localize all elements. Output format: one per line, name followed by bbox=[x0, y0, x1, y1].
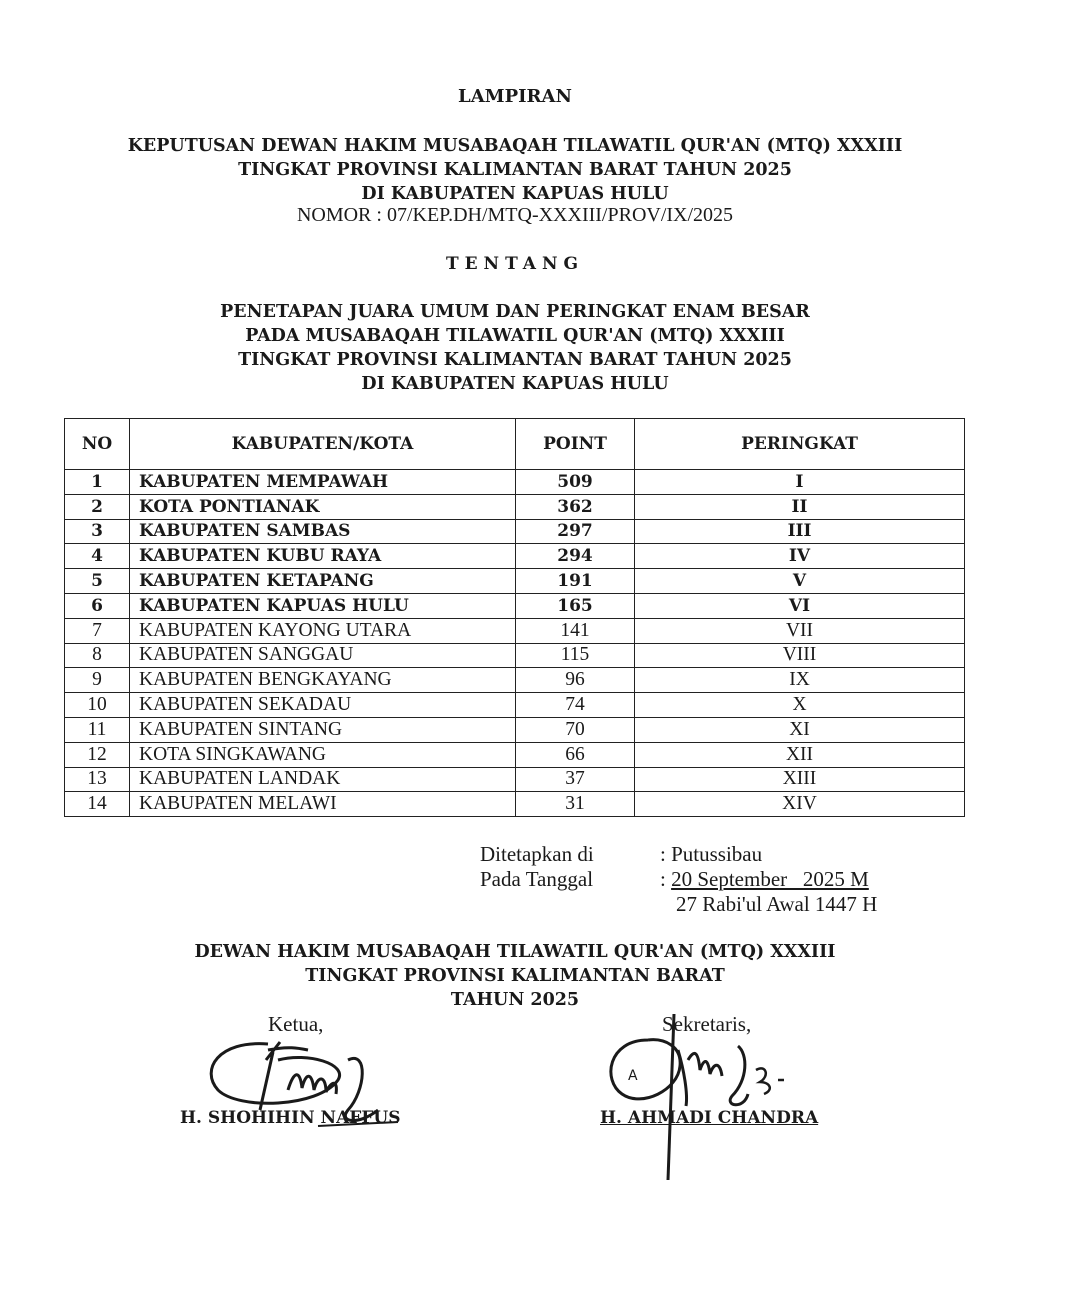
tanggal-prefix: : bbox=[660, 867, 672, 891]
table-row bbox=[65, 569, 965, 594]
cell-kabupaten: KABUPATEN SANGGAU bbox=[130, 643, 516, 668]
table-body bbox=[65, 470, 965, 817]
table-row bbox=[65, 544, 965, 569]
cell-no: 8 bbox=[65, 643, 130, 668]
sekretaris-signature bbox=[598, 1010, 818, 1190]
cell-peringkat: XIII bbox=[635, 767, 965, 792]
council-line: TAHUN 2025 bbox=[450, 990, 580, 1010]
tentang-heading: TENTANG bbox=[445, 254, 585, 274]
cell-kabupaten: KABUPATEN SAMBAS bbox=[130, 519, 516, 544]
ketua-name: H. SHOHIHIN NAFFUS bbox=[180, 1108, 401, 1128]
keputusan-heading bbox=[0, 134, 1030, 206]
svg-text:A: A bbox=[628, 1068, 638, 1084]
council-line: DEWAN HAKIM MUSABAQAH TILAWATIL QUR'AN (MTQ) XXXIII bbox=[194, 942, 836, 962]
cell-peringkat: II bbox=[635, 494, 965, 519]
cell-point: 362 bbox=[516, 494, 635, 519]
cell-peringkat: III bbox=[635, 519, 965, 544]
cell-peringkat: XII bbox=[635, 742, 965, 767]
tanggal-masehi: 20 September 2025 M bbox=[671, 867, 869, 891]
penetapan-line: PADA MUSABAQAH TILAWATIL QUR'AN (MTQ) XXXIII bbox=[245, 326, 785, 346]
cell-kabupaten: KOTA SINGKAWANG bbox=[130, 742, 516, 767]
cell-kabupaten: KABUPATEN MEMPAWAH bbox=[130, 470, 516, 495]
tanggal-label: Pada Tanggal bbox=[480, 867, 594, 891]
table-row bbox=[65, 792, 965, 817]
sekretaris-name: H. AHMADI CHANDRA bbox=[600, 1108, 819, 1128]
cell-point: 115 bbox=[516, 643, 635, 668]
table-row bbox=[65, 470, 965, 495]
cell-peringkat: IV bbox=[635, 544, 965, 569]
cell-no: 4 bbox=[65, 544, 130, 569]
cell-point: 96 bbox=[516, 668, 635, 693]
cell-kabupaten: KABUPATEN SINTANG bbox=[130, 717, 516, 742]
cell-point: 74 bbox=[516, 693, 635, 718]
cell-point: 191 bbox=[516, 569, 635, 594]
penetapan-heading bbox=[0, 300, 1030, 396]
penetapan-line: PENETAPAN JUARA UMUM DAN PERINGKAT ENAM BESAR bbox=[220, 302, 810, 322]
ketua-role: Ketua, bbox=[268, 1012, 324, 1036]
cell-point: 509 bbox=[516, 470, 635, 495]
cell-peringkat: XI bbox=[635, 717, 965, 742]
table-header-row bbox=[65, 419, 965, 470]
ditetapkan-value: : Putussibau bbox=[660, 842, 763, 866]
header-no: NO bbox=[65, 419, 130, 470]
cell-peringkat: VII bbox=[635, 618, 965, 643]
nomor-line: NOMOR : 07/KEP.DH/MTQ-XXXIII/PROV/IX/2025 bbox=[296, 204, 734, 226]
penetapan-line: DI KABUPATEN KAPUAS HULU bbox=[361, 374, 669, 394]
lampiran-heading: LAMPIRAN bbox=[458, 86, 572, 107]
tanggal-value bbox=[660, 867, 869, 892]
cell-peringkat: IX bbox=[635, 668, 965, 693]
table-row bbox=[65, 519, 965, 544]
cell-no: 11 bbox=[65, 717, 130, 742]
keputusan-line: TINGKAT PROVINSI KALIMANTAN BARAT TAHUN 2025 bbox=[238, 160, 792, 180]
cell-peringkat: V bbox=[635, 569, 965, 594]
table-row bbox=[65, 717, 965, 742]
table-row bbox=[65, 494, 965, 519]
cell-no: 7 bbox=[65, 618, 130, 643]
cell-no: 13 bbox=[65, 767, 130, 792]
cell-kabupaten: KABUPATEN SEKADAU bbox=[130, 693, 516, 718]
cell-no: 3 bbox=[65, 519, 130, 544]
cell-point: 297 bbox=[516, 519, 635, 544]
table-row bbox=[65, 618, 965, 643]
cell-kabupaten: KABUPATEN MELAWI bbox=[130, 792, 516, 817]
cell-peringkat: VI bbox=[635, 593, 965, 618]
cell-kabupaten: KABUPATEN BENGKAYANG bbox=[130, 668, 516, 693]
keputusan-line: KEPUTUSAN DEWAN HAKIM MUSABAQAH TILAWATIL QUR'AN (MTQ) XXXIII bbox=[127, 136, 903, 156]
cell-point: 37 bbox=[516, 767, 635, 792]
council-heading bbox=[0, 940, 1030, 1012]
table-row bbox=[65, 643, 965, 668]
cell-no: 2 bbox=[65, 494, 130, 519]
cell-point: 165 bbox=[516, 593, 635, 618]
cell-peringkat: X bbox=[635, 693, 965, 718]
table-row bbox=[65, 767, 965, 792]
cell-peringkat: XIV bbox=[635, 792, 965, 817]
cell-no: 10 bbox=[65, 693, 130, 718]
cell-point: 141 bbox=[516, 618, 635, 643]
header-kabupaten: KABUPATEN/KOTA bbox=[130, 419, 516, 470]
cell-no: 9 bbox=[65, 668, 130, 693]
header-peringkat: PERINGKAT bbox=[635, 419, 965, 470]
cell-point: 70 bbox=[516, 717, 635, 742]
cell-no: 12 bbox=[65, 742, 130, 767]
cell-kabupaten: KABUPATEN KAYONG UTARA bbox=[130, 618, 516, 643]
cell-no: 1 bbox=[65, 470, 130, 495]
table-row bbox=[65, 593, 965, 618]
table-row bbox=[65, 668, 965, 693]
cell-point: 66 bbox=[516, 742, 635, 767]
cell-kabupaten: KABUPATEN KETAPANG bbox=[130, 569, 516, 594]
cell-no: 14 bbox=[65, 792, 130, 817]
penetapan-line: TINGKAT PROVINSI KALIMANTAN BARAT TAHUN 2025 bbox=[238, 350, 792, 370]
cell-no: 5 bbox=[65, 569, 130, 594]
cell-kabupaten: KABUPATEN KUBU RAYA bbox=[130, 544, 516, 569]
cell-no: 6 bbox=[65, 593, 130, 618]
ditetapkan-label: Ditetapkan di bbox=[480, 842, 594, 866]
cell-peringkat: VIII bbox=[635, 643, 965, 668]
cell-kabupaten: KOTA PONTIANAK bbox=[130, 494, 516, 519]
cell-point: 31 bbox=[516, 792, 635, 817]
ranking-table bbox=[64, 418, 965, 817]
table-row bbox=[65, 742, 965, 767]
cell-kabupaten: KABUPATEN KAPUAS HULU bbox=[130, 593, 516, 618]
cell-point: 294 bbox=[516, 544, 635, 569]
council-line: TINGKAT PROVINSI KALIMANTAN BARAT bbox=[305, 966, 725, 986]
cell-peringkat: I bbox=[635, 470, 965, 495]
keputusan-line: DI KABUPATEN KAPUAS HULU bbox=[361, 184, 669, 204]
header-point: POINT bbox=[516, 419, 635, 470]
table-row bbox=[65, 693, 965, 718]
tanggal-hijriah: 27 Rabi'ul Awal 1447 H bbox=[676, 892, 878, 916]
sekretaris-role: Sekretaris, bbox=[662, 1012, 752, 1036]
cell-kabupaten: KABUPATEN LANDAK bbox=[130, 767, 516, 792]
